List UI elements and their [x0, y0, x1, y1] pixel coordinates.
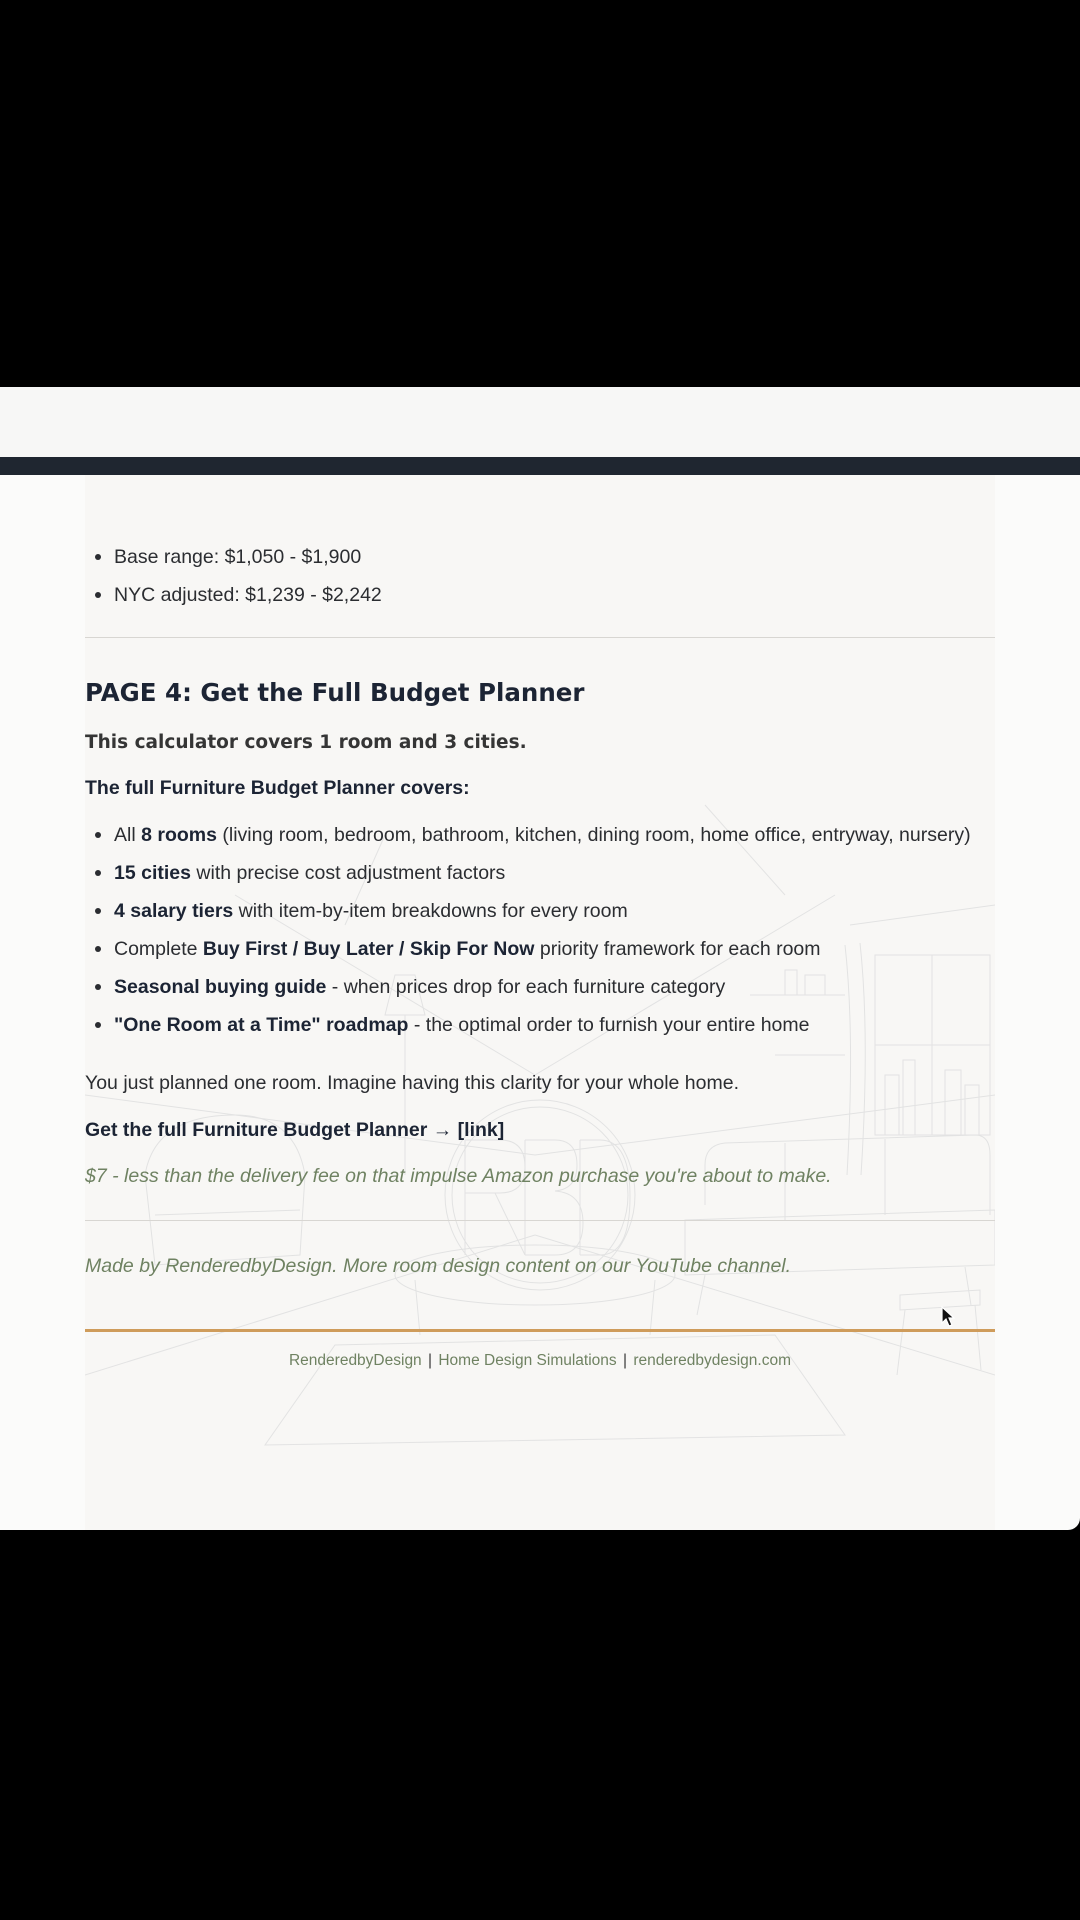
feature-roadmap: "One Room at a Time" roadmap - the optimal order to furnish your entire home [114, 1013, 995, 1037]
feature-priority-framework: Complete Buy First / Buy Later / Skip For Now priority framework for each room [114, 937, 995, 961]
page-title: PAGE 4: Get the Full Budget Planner [85, 678, 585, 707]
footer-separator: | [622, 1352, 628, 1369]
divider [85, 637, 995, 638]
list-item: NYC adjusted: $1,239 - $2,242 [114, 583, 995, 607]
list-item: Base range: $1,050 - $1,900 [114, 545, 995, 569]
browser-viewport [0, 387, 1080, 1530]
credit-line: Made by RenderedbyDesign. More room design content on our YouTube channel. [85, 1255, 792, 1277]
planner-link[interactable]: Get the full Furniture Budget Planner → [link] [85, 1119, 505, 1141]
mouse-cursor-icon [941, 1306, 955, 1328]
feature-seasonal-guide: Seasonal buying guide - when prices drop for each furniture category [114, 975, 995, 999]
feature-salary-tiers: 4 salary tiers with item-by-item breakdowns for every room [114, 899, 995, 923]
range-list [85, 545, 995, 621]
dark-header-bar [0, 457, 1080, 475]
footer-site-link[interactable]: renderedbydesign.com [633, 1352, 792, 1369]
pitch-text: You just planned one room. Imagine having this clarity for your whole home. [85, 1072, 739, 1094]
price-note: $7 - less than the delivery fee on that impulse Amazon purchase you're about to make. [85, 1165, 832, 1187]
divider [85, 1220, 995, 1221]
feature-rooms: All 8 rooms (living room, bedroom, bathroom, kitchen, dining room, home office, entryway, nursery) [114, 823, 995, 847]
footer [85, 1351, 995, 1371]
footer-tagline: Home Design Simulations [438, 1352, 617, 1369]
footer-brand: RenderedbyDesign [288, 1352, 422, 1369]
feature-cities: 15 cities with precise cost adjustment factors [114, 861, 995, 885]
feature-list [85, 823, 995, 1051]
page-content [85, 475, 995, 1530]
coverage-note: This calculator covers 1 room and 3 cities. [85, 732, 527, 753]
footer-accent-line [85, 1329, 995, 1332]
footer-separator: | [428, 1352, 433, 1369]
top-strip [0, 387, 1080, 457]
planner-heading: The full Furniture Budget Planner covers: [85, 777, 470, 799]
